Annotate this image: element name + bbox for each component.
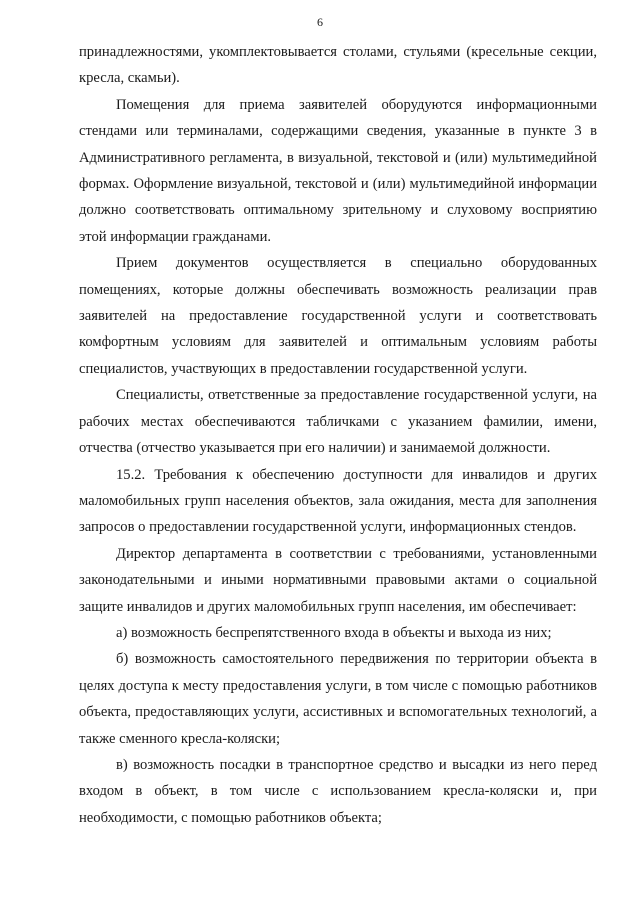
paragraph-specialists: Специалисты, ответственные за предоставление государственной услуги, на рабочих местах обеспечиваются табличками с указанием фамилии, имени, отчества (отчество указывается при его наличии) и занимаемой должности.: [79, 387, 597, 457]
document-body: [79, 39, 597, 831]
paragraph-continuation: принадлежностями, укомплектовывается столами, стульями (кресельные секции, кресла, скамьи).: [79, 44, 597, 87]
list-item-b: б) возможность самостоятельного передвижения по территории объекта в целях доступа к месту предоставления услуги, в том числе с помощью работников объекта, предоставляющих услуги, ассистивных и вспомогательных технологий, а также сменного кресла-коляски;: [79, 651, 597, 747]
list-item-a: а) возможность беспрепятственного входа в объекты и выхода из них;: [116, 624, 552, 641]
paragraph-document-reception: Прием документов осуществляется в специально оборудованных помещениях, которые должны обеспечивать возможность реализации прав заявителей на предоставление государственной услуги и соответствовать комфортным условиям для заявителей и оптимальным условиям работы специалистов, участвующих в предоставлении государственной услуги.: [79, 255, 597, 377]
list-item-v: в) возможность посадки в транспортное средство и высадки из него перед входом в объект, в том числе с использованием кресла-коляски и, при необходимости, с помощью работников объекта;: [79, 756, 597, 826]
page-number: 6: [317, 15, 323, 29]
paragraph-section-15-2: 15.2. Требования к обеспечению доступности для инвалидов и других маломобильных групп населения объектов, зала ожидания, места для заполнения запросов о предоставлении государственной услуги, информационных стендов.: [79, 466, 597, 536]
paragraph-director-duties: Директор департамента в соответствии с требованиями, установленными законодательными и иными нормативными правовыми актами о социальной защите инвалидов и других маломобильных групп населения, им обеспечивает:: [79, 545, 597, 615]
paragraph-info-stands: Помещения для приема заявителей оборудуются информационными стендами или терминалами, содержащими сведения, указанные в пункте 3 в Административного регламента, в визуальной, текстовой и (или) мультимедийной формах. Оформление визуальной, текстовой и (или) мультимедийной информации должно соответствовать оптимальному зрительному и слуховому восприятию этой информации гражданами.: [79, 96, 597, 245]
